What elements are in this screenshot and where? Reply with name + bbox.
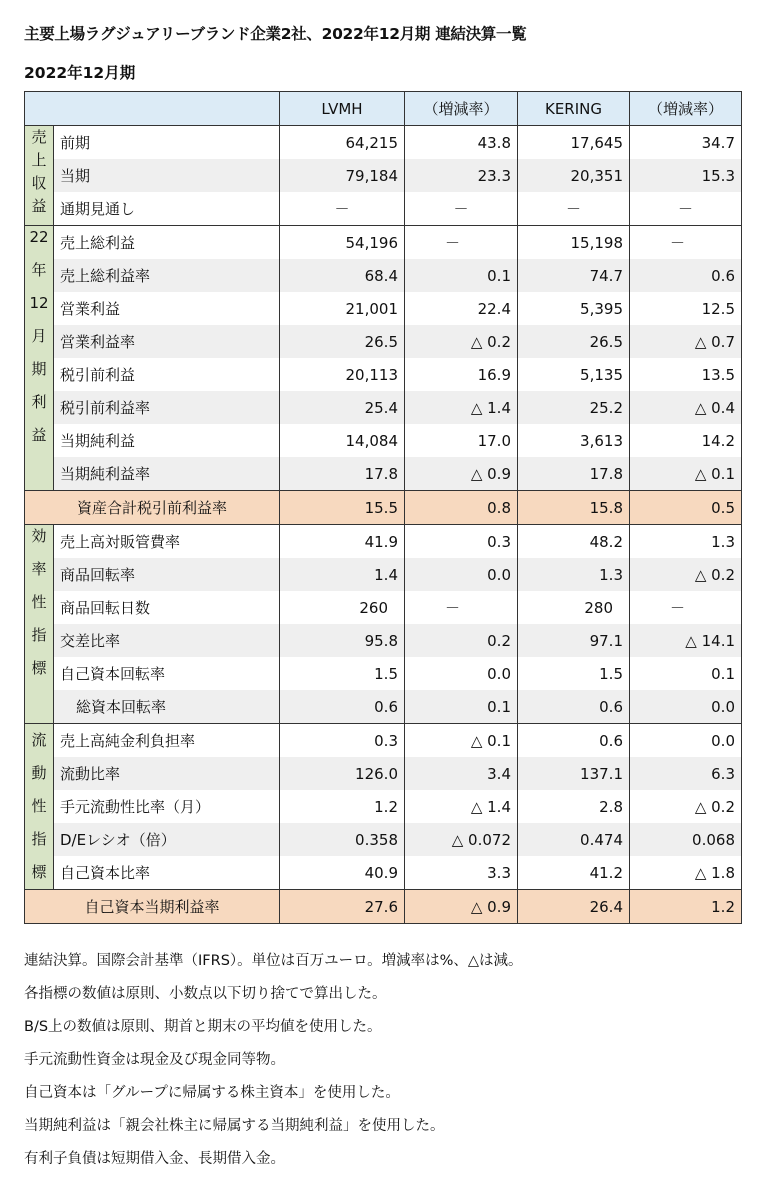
cell: 68.4 <box>280 259 405 292</box>
table-row <box>25 391 742 424</box>
row-label: 資産合計税引前利益率 <box>25 491 280 525</box>
cell: 15.3 <box>630 159 742 192</box>
cell: 25.2 <box>518 391 630 424</box>
row-label: 売上総利益率 <box>54 259 280 292</box>
row-label: 自己資本回転率 <box>54 657 280 690</box>
cell: △ 0.1 <box>630 457 742 491</box>
table-row <box>25 292 742 325</box>
cell: △ 14.1 <box>630 624 742 657</box>
cell: 0.6 <box>630 259 742 292</box>
cell: 0.1 <box>405 690 518 724</box>
row-label: 売上高対販管費率 <box>54 525 280 559</box>
cell: 5,395 <box>518 292 630 325</box>
col-kering: KERING <box>518 92 630 126</box>
cell: 0.3 <box>280 724 405 758</box>
table-row <box>25 624 742 657</box>
cell: △ 0.9 <box>405 457 518 491</box>
cell: 3,613 <box>518 424 630 457</box>
cell: － <box>405 591 518 624</box>
table-row <box>25 457 742 491</box>
cell: 54,196 <box>280 226 405 260</box>
cell: 14.2 <box>630 424 742 457</box>
footnote: B/S上の数値は原則、期首と期末の平均値を使用した。 <box>24 1019 382 1035</box>
cell: 1.2 <box>630 890 742 924</box>
cell: △ 1.4 <box>405 790 518 823</box>
cell: 0.1 <box>630 657 742 690</box>
cell: △ 0.9 <box>405 890 518 924</box>
cell: 0.6 <box>518 724 630 758</box>
row-label: 税引前利益 <box>54 358 280 391</box>
cell: － <box>280 192 405 226</box>
table-row-highlight <box>25 890 742 924</box>
cell: 1.4 <box>280 558 405 591</box>
cell: △ 0.2 <box>405 325 518 358</box>
cell: 280 <box>518 591 630 624</box>
col-lvmh: LVMH <box>280 92 405 126</box>
cell: 97.1 <box>518 624 630 657</box>
row-label: 当期純利益率 <box>54 457 280 491</box>
cell: 0.6 <box>518 690 630 724</box>
table-row <box>25 856 742 890</box>
cell: 0.2 <box>405 624 518 657</box>
table-row <box>25 757 742 790</box>
cell: 1.3 <box>630 525 742 559</box>
cell: 0.068 <box>630 823 742 856</box>
group-liquidity: 流 動 性 指 標 <box>25 724 54 890</box>
group-fy-profit: 22 年 12 月 期 利 益 <box>25 226 54 491</box>
cell: 0.358 <box>280 823 405 856</box>
cell: 14,084 <box>280 424 405 457</box>
fiscal-period: 2022年12月期 <box>24 64 136 82</box>
cell: 15.5 <box>280 491 405 525</box>
cell: 12.5 <box>630 292 742 325</box>
page-title: 主要上場ラグジュアリーブランド企業2社、2022年12月期 連結決算一覧 <box>24 25 527 43</box>
row-label: 自己資本比率 <box>54 856 280 890</box>
cell: 126.0 <box>280 757 405 790</box>
table-row-highlight <box>25 491 742 525</box>
cell: 260 <box>280 591 405 624</box>
cell: 20,113 <box>280 358 405 391</box>
cell: 27.6 <box>280 890 405 924</box>
row-label: 手元流動性比率（月） <box>54 790 280 823</box>
table-row <box>25 591 742 624</box>
row-label: 流動比率 <box>54 757 280 790</box>
cell: 13.5 <box>630 358 742 391</box>
footnote: 連結決算。国際会計基準（IFRS）。単位は百万ユーロ。増減率は%、△は減。 <box>24 953 523 969</box>
row-label: 商品回転率 <box>54 558 280 591</box>
cell: 5,135 <box>518 358 630 391</box>
cell: 25.4 <box>280 391 405 424</box>
table-row <box>25 558 742 591</box>
cell: 22.4 <box>405 292 518 325</box>
row-label: 前期 <box>54 126 280 160</box>
row-label: 総資本回転率 <box>54 690 280 724</box>
footnote: 有利子負債は短期借入金、長期借入金。 <box>24 1151 285 1167</box>
cell: 17,645 <box>518 126 630 160</box>
cell: 0.0 <box>630 690 742 724</box>
group-efficiency: 効 率 性 指 標 <box>25 525 54 724</box>
cell: 1.3 <box>518 558 630 591</box>
cell: △ 1.8 <box>630 856 742 890</box>
cell: △ 0.1 <box>405 724 518 758</box>
financial-table <box>24 91 742 924</box>
col-kering-change: （増減率） <box>630 92 742 126</box>
table-row <box>25 325 742 358</box>
row-label: 売上総利益 <box>54 226 280 260</box>
cell: 0.0 <box>405 558 518 591</box>
cell: 1.5 <box>518 657 630 690</box>
cell: 17.8 <box>518 457 630 491</box>
footnote: 当期純利益は「親会社株主に帰属する当期純利益」を使用した。 <box>24 1118 445 1134</box>
cell: 0.0 <box>405 657 518 690</box>
cell: 26.4 <box>518 890 630 924</box>
row-label: 自己資本当期利益率 <box>25 890 280 924</box>
cell: 0.5 <box>630 491 742 525</box>
row-label: 当期 <box>54 159 280 192</box>
table-row <box>25 525 742 559</box>
row-label: 税引前利益率 <box>54 391 280 424</box>
cell: 74.7 <box>518 259 630 292</box>
cell: 0.3 <box>405 525 518 559</box>
cell: 41.2 <box>518 856 630 890</box>
cell: △ 0.4 <box>630 391 742 424</box>
row-label: 当期純利益 <box>54 424 280 457</box>
cell: 17.8 <box>280 457 405 491</box>
cell: 95.8 <box>280 624 405 657</box>
table-row <box>25 657 742 690</box>
cell: 0.6 <box>280 690 405 724</box>
cell: 3.3 <box>405 856 518 890</box>
cell: 0.0 <box>630 724 742 758</box>
header-blank <box>25 92 280 126</box>
cell: 40.9 <box>280 856 405 890</box>
footnotes <box>24 952 523 1183</box>
cell: 34.7 <box>630 126 742 160</box>
cell: 43.8 <box>405 126 518 160</box>
table-row <box>25 690 742 724</box>
cell: － <box>518 192 630 226</box>
cell: 26.5 <box>518 325 630 358</box>
cell: 6.3 <box>630 757 742 790</box>
cell: 137.1 <box>518 757 630 790</box>
cell: 79,184 <box>280 159 405 192</box>
cell: － <box>630 226 742 260</box>
table-row <box>25 226 742 260</box>
cell: 21,001 <box>280 292 405 325</box>
cell: 15.8 <box>518 491 630 525</box>
cell: － <box>405 192 518 226</box>
cell: 0.8 <box>405 491 518 525</box>
footnote: 手元流動性資金は現金及び現金同等物。 <box>24 1052 285 1068</box>
table-row <box>25 724 742 758</box>
row-label: D/Eレシオ（倍） <box>54 823 280 856</box>
cell: △ 0.2 <box>630 790 742 823</box>
row-label: 交差比率 <box>54 624 280 657</box>
cell: △ 0.7 <box>630 325 742 358</box>
cell: 1.2 <box>280 790 405 823</box>
row-label: 商品回転日数 <box>54 591 280 624</box>
cell: 64,215 <box>280 126 405 160</box>
cell: △ 0.2 <box>630 558 742 591</box>
cell: 15,198 <box>518 226 630 260</box>
footnote: 各指標の数値は原則、小数点以下切り捨てで算出した。 <box>24 986 387 1002</box>
table-header-row <box>25 92 742 126</box>
table-row <box>25 159 742 192</box>
row-label: 営業利益率 <box>54 325 280 358</box>
cell: 2.8 <box>518 790 630 823</box>
table-row <box>25 823 742 856</box>
cell: 26.5 <box>280 325 405 358</box>
cell: 0.474 <box>518 823 630 856</box>
cell: 16.9 <box>405 358 518 391</box>
cell: 3.4 <box>405 757 518 790</box>
table-row <box>25 259 742 292</box>
row-label: 営業利益 <box>54 292 280 325</box>
cell: － <box>630 192 742 226</box>
table-row <box>25 358 742 391</box>
table-row <box>25 790 742 823</box>
cell: △ 1.4 <box>405 391 518 424</box>
cell: － <box>630 591 742 624</box>
cell: 0.1 <box>405 259 518 292</box>
row-label: 通期見通し <box>54 192 280 226</box>
cell: 48.2 <box>518 525 630 559</box>
footnote: 自己資本は「グループに帰属する株主資本」を使用した。 <box>24 1085 400 1101</box>
cell: 23.3 <box>405 159 518 192</box>
cell: 17.0 <box>405 424 518 457</box>
cell: △ 0.072 <box>405 823 518 856</box>
row-label: 売上高純金利負担率 <box>54 724 280 758</box>
table-row <box>25 424 742 457</box>
col-lvmh-change: （増減率） <box>405 92 518 126</box>
cell: － <box>405 226 518 260</box>
cell: 20,351 <box>518 159 630 192</box>
cell: 41.9 <box>280 525 405 559</box>
table-row <box>25 192 742 226</box>
group-sales: 売 上 収 益 <box>25 126 54 226</box>
table-row <box>25 126 742 160</box>
cell: 1.5 <box>280 657 405 690</box>
